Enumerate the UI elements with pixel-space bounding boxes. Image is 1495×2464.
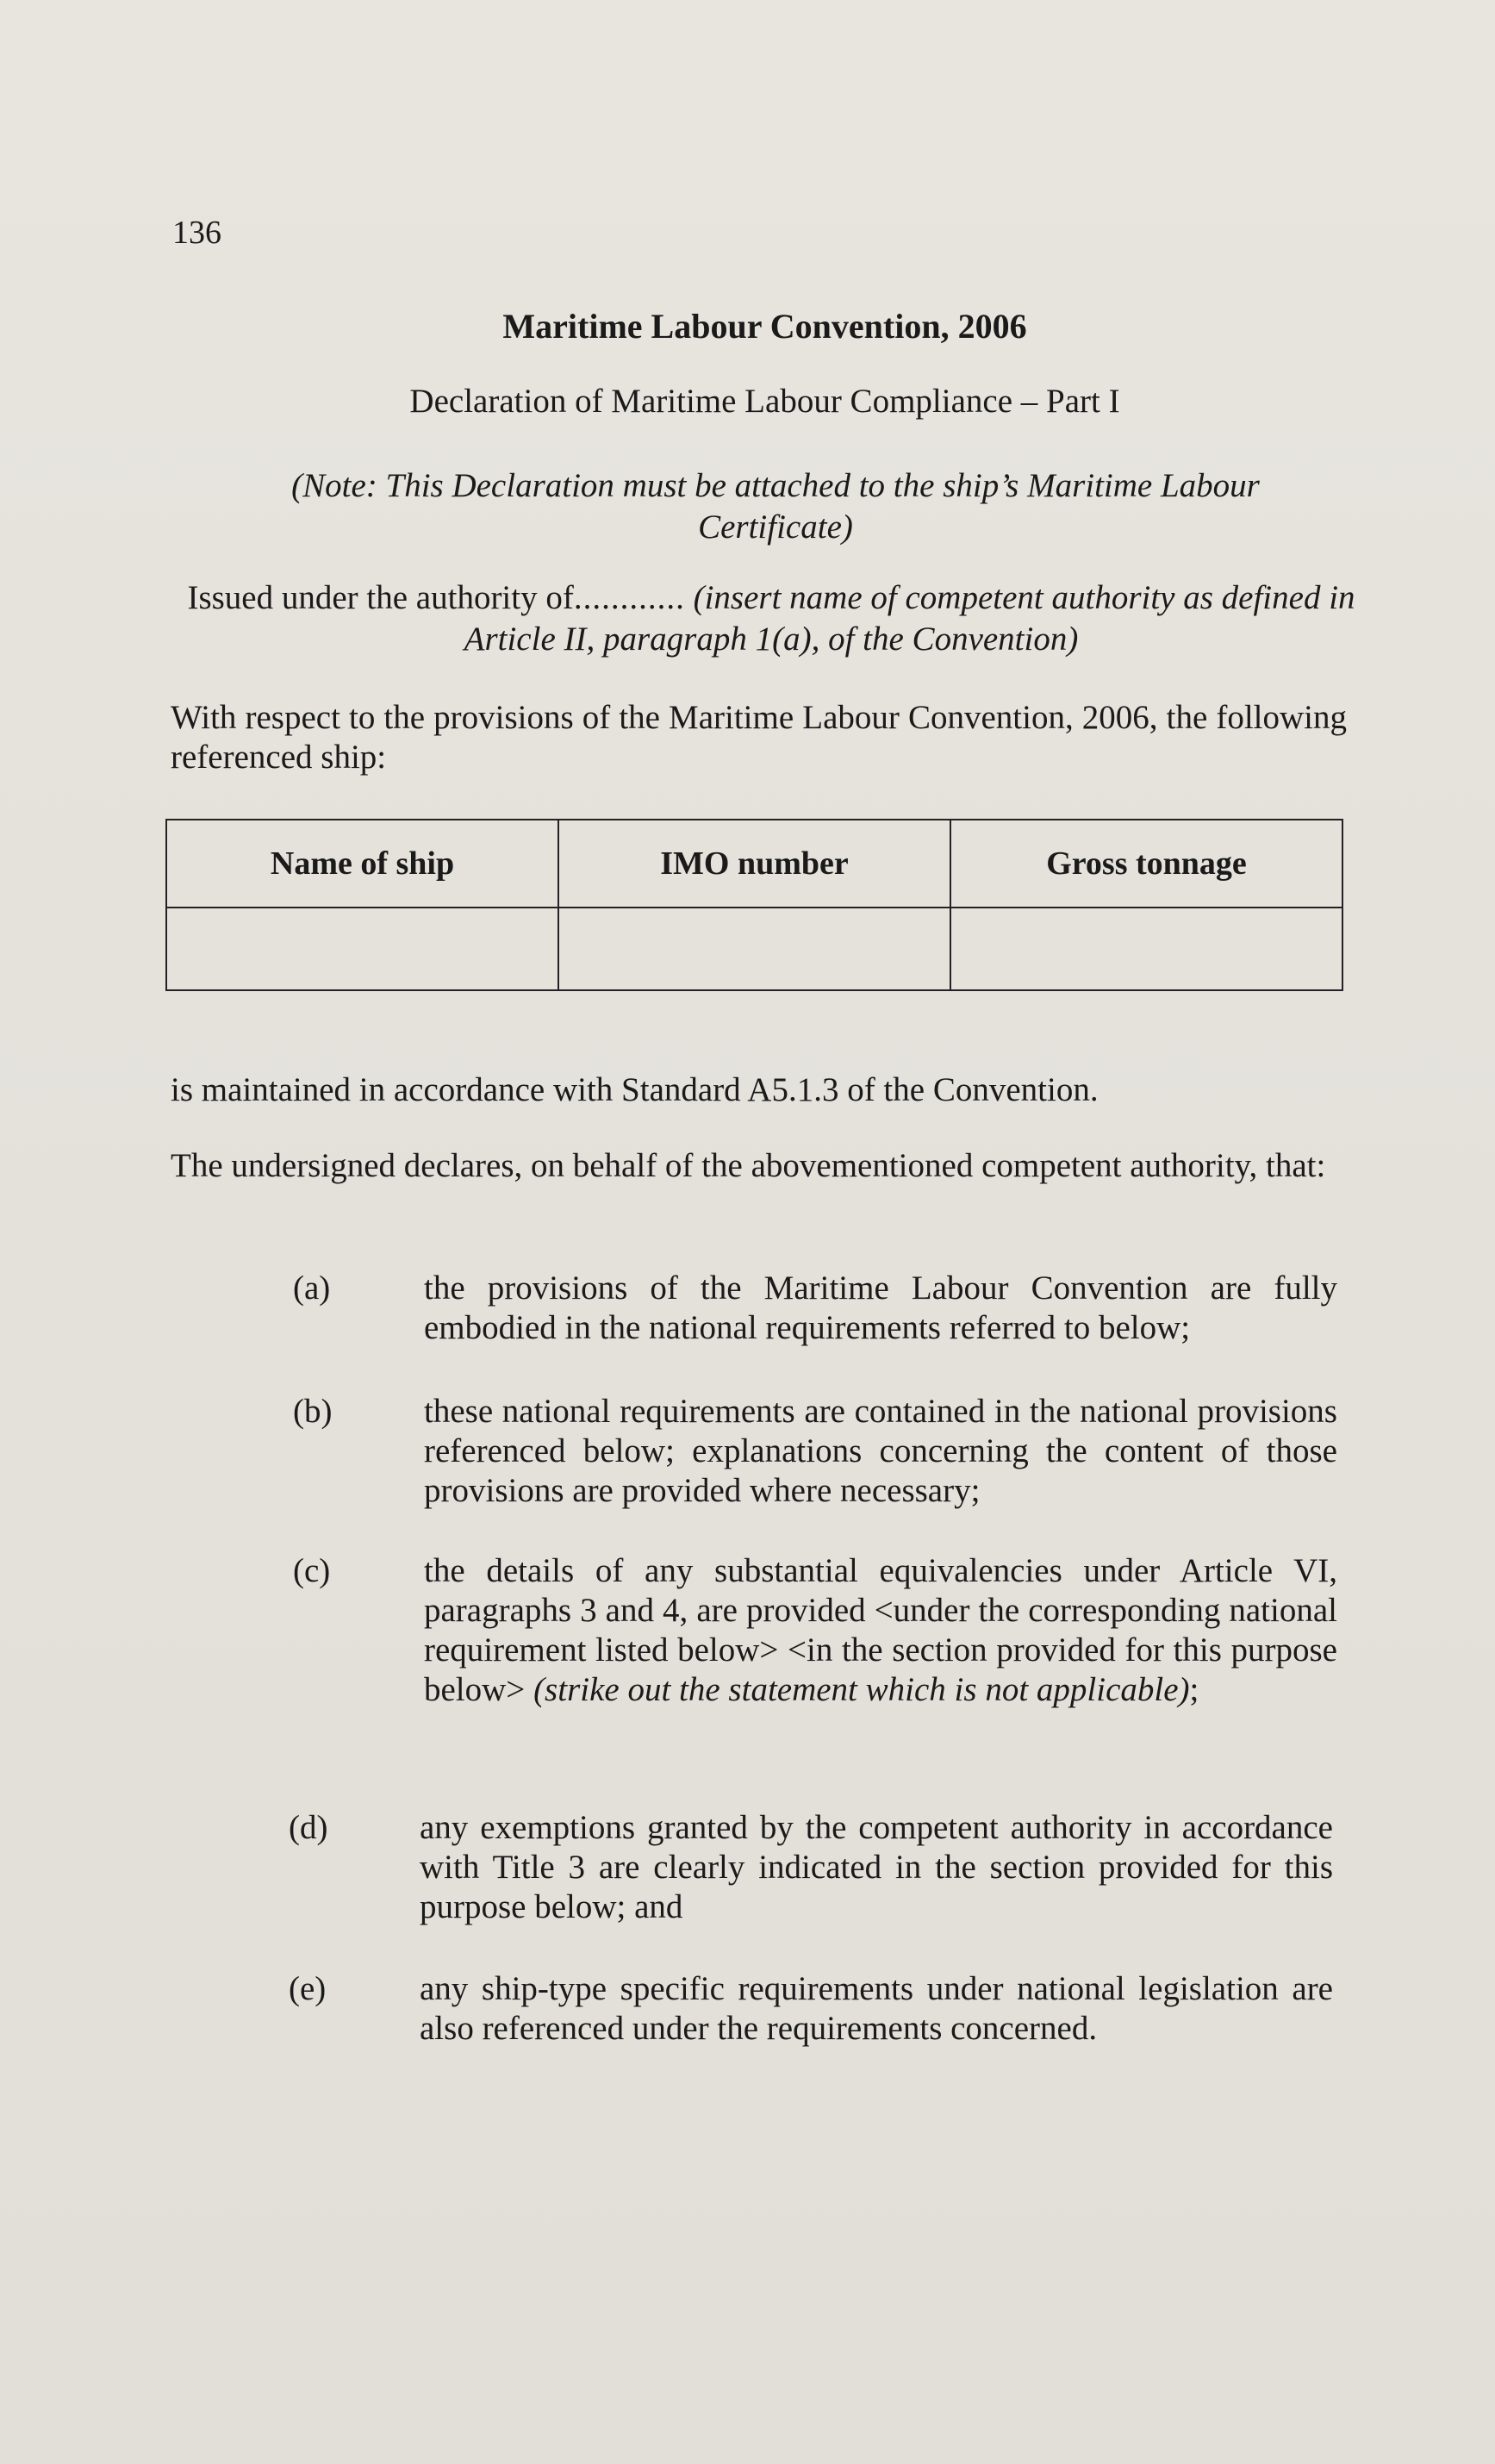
item-text-container <box>424 1551 1337 1710</box>
item-text: the provisions of the Maritime Labour Convention are fully embodied in the national requirements referred to below; <box>424 1269 1337 1346</box>
item-text: the details of any substantial equivalencies under Article VI, paragraphs 3 and 4, are provided <under the corresponding national requirement listed below> <in the section provided for this purpose below> <box>424 1552 1337 1708</box>
ship-name-header: Name of ship <box>166 820 558 908</box>
item-letter: (a) <box>293 1269 331 1307</box>
item-letter: (c) <box>293 1552 331 1589</box>
document-title: Maritime Labour Convention, 2006 <box>502 307 1027 346</box>
item-text: these national requirements are contained in the national provisions referenced below; explanations concerning the content of those provisions are provided where necessary; <box>424 1393 1337 1509</box>
item-letter: (d) <box>289 1809 328 1846</box>
maintained-statement: is maintained in accordance with Standard A5.1.3 of the Convention. <box>171 1071 1099 1108</box>
issued-under-authority <box>177 577 1366 660</box>
attachment-note: (Note: This Declaration must be attached to the ship’s Maritime Labour Certificate) <box>291 467 1260 546</box>
item-letter: (b) <box>293 1393 333 1430</box>
item-text: any ship-type specific requirements under national legislation are also referenced under the requirements concerned. <box>420 1970 1333 2047</box>
document-subtitle: Declaration of Maritime Labour Compliance – Part I <box>409 383 1120 420</box>
ship-name-cell <box>166 908 558 990</box>
gross-tonnage-header: Gross tonnage <box>950 820 1342 908</box>
issued-dots: ............ <box>573 579 685 616</box>
issued-prefix: Issued under the authority of <box>187 579 574 616</box>
declaration-paragraph: The undersigned declares, on behalf of the abovementioned competent authority, that: <box>171 1147 1326 1184</box>
imo-number-cell <box>558 908 950 990</box>
ship-details-table <box>165 819 1343 991</box>
page-number: 136 <box>172 215 221 251</box>
intro-paragraph: With respect to the provisions of the Maritime Labour Convention, 2006, the following referenced ship: <box>171 699 1347 776</box>
item-text: any exemptions granted by the competent authority in accordance with Title 3 are clearly indicated in the section provided for this purpose below; and <box>420 1809 1333 1925</box>
item-italic-instruction: (strike out the statement which is not applicable) <box>533 1671 1190 1708</box>
item-letter: (e) <box>289 1970 327 2007</box>
gross-tonnage-cell <box>950 908 1342 990</box>
imo-number-header: IMO number <box>558 820 950 908</box>
issued-instruction: (insert name of competent authority as defined in Article II, paragraph 1(a), of the Convention) <box>464 579 1355 658</box>
item-suffix: ; <box>1189 1671 1199 1708</box>
